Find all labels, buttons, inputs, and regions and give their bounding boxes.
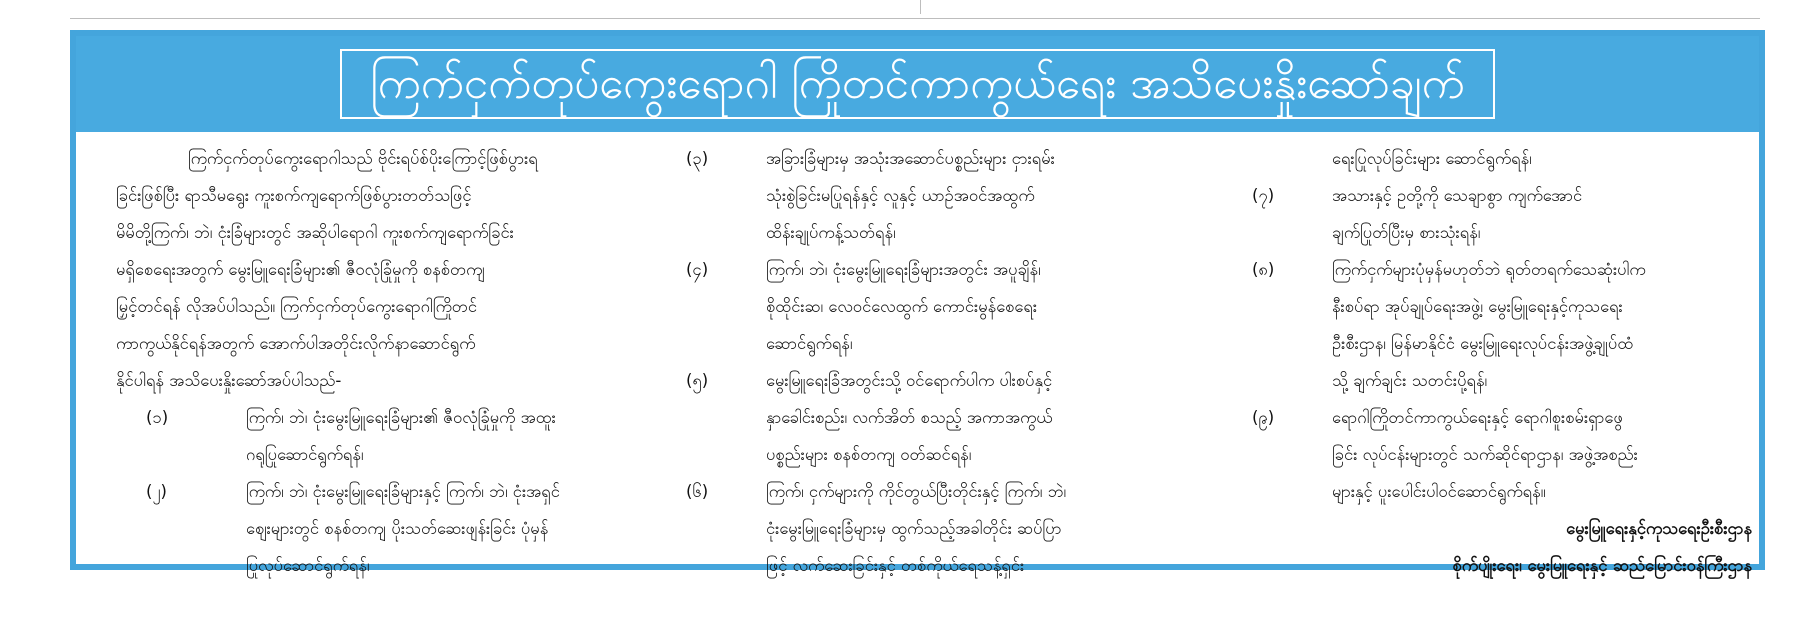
title-banner [76,36,1759,132]
item-line: ဦးစီးဌာန၊ မြန်မာနိုင်ငံ မွေးမြူရေးလုပ်ငန်းအဖွဲ့ချုပ်ထံ [1332,334,1634,353]
item-line: ဂရုပြုဆောင်ရွက်ရန်၊ [246,445,364,464]
item-line: ကြက်၊ ဘဲ၊ ငုံးမွေးမြူရေးခြံများအတွင်း အပူချိန်၊ [766,260,1041,279]
column-3 [1252,140,1752,584]
item-line: နှာခေါင်းစည်း၊ လက်အိတ် စသည့် အကာအကွယ် [766,408,1053,427]
column-divider [920,0,921,14]
intro-line: မြှင့်တင်ရန် လိုအပ်ပါသည်။ ကြက်ငှက်တုပ်ကွေးရောဂါကြိုတင် [116,297,478,316]
item-line: ပြုလုပ်ဆောင်ရွက်ရန်၊ [246,556,370,575]
item-line: ငုံးမွေးမြူရေးခြံများမှ ထွက်သည့်အခါတိုင်း ဆပ်ပြာ [766,519,1062,538]
item-line: ထိန်းချုပ်ကန့်သတ်ရန်၊ [766,223,896,242]
list-item [686,473,1226,584]
notice-frame [70,30,1765,575]
item-line: နီးစပ်ရာ အုပ်ချုပ်ရေးအဖွဲ့၊ မွေးမြူရေးနှင့်ကုသရေး [1332,297,1623,316]
column-1 [116,140,656,584]
item-line: ရောဂါကြိုတင်ကာကွယ်ရေးနှင့် ရောဂါစူးစမ်းရှာဖွေ [1332,408,1623,427]
item-number: (၁) [146,408,169,427]
list-item [1252,251,1752,399]
notice-body [76,140,1759,575]
item-line: သုံးစွဲခြင်းမပြုရန်နှင့် လူနှင့် ယာဉ်အဝင်အထွက် [766,186,1035,205]
list-item [116,399,656,473]
item-line: များနှင့် ပူးပေါင်းပါဝင်ဆောင်ရွက်ရန်။ [1332,482,1546,501]
item-line: ကြက်ငှက်များပုံမှန်မဟုတ်ဘဲ ရုတ်တရက်သေဆုံးပါက [1332,260,1646,279]
item-number: (၈) [1252,260,1275,279]
list-item [116,473,656,584]
intro-line: မရှိစေရေးအတွက် မွေးမြူရေးခြံများ၏ ဇီဝလုံခြုံမှုကို စနစ်တကျ [116,260,485,279]
item-line: ကြက်၊ ဘဲ၊ ငုံးမွေးမြူရေးခြံများ၏ ဇီဝလုံခြုံမှုကို အထူး [246,408,556,427]
item-line: ကြက်၊ ဘဲ၊ ငုံးမွေးမြူရေးခြံများနှင့် ကြက်၊ ဘဲ၊ ငုံးအရှင် [246,482,560,501]
intro-line: ကာကွယ်နိုင်ရန်အတွက် အောက်ပါအတိုင်းလိုက်နာဆောင်ရွက် [116,334,476,353]
item-line: ခြင်း လုပ်ငန်းများတွင် သက်ဆိုင်ရာဌာန၊ အဖွဲ့အစည်း [1332,445,1638,464]
top-rule [70,18,1760,19]
list-item [686,362,1226,473]
item-number: (၆) [686,482,709,501]
item-line: အသားနှင့် ဥတို့ကို သေချာစွာ ကျက်အောင် [1332,186,1583,205]
list-item [686,251,1226,362]
item-number: (၇) [1252,186,1275,205]
intro-line: ကြက်ငှက်တုပ်ကွေးရောဂါသည် ဗိုင်းရပ်စ်ပိုးကြောင့်ဖြစ်ပွားရ [188,149,538,168]
item-number: (၅) [686,371,709,390]
item-number: (၉) [1252,408,1275,427]
signature-ministry: စိုက်ပျိုးရေး၊ မွေးမြူရေးနှင့် ဆည်မြောင်းဝန်ကြီးဌာန [1452,556,1752,575]
list-item [686,140,1226,251]
list-item [1252,177,1752,251]
list-item-continued [1252,140,1752,177]
item-line: ချက်ပြုတ်ပြီးမှ စားသုံးရန်၊ [1332,223,1481,242]
item-number: (၃) [686,149,709,168]
column-2 [686,140,1226,584]
notice-title: ကြက်ငှက်တုပ်ကွေးရောဂါ ကြိုတင်ကာကွယ်ရေး အသိပေးနှိုးဆော်ချက် [340,49,1494,119]
item-line: ဆောင်ရွက်ရန်၊ [766,334,853,353]
item-line: မွေးမြူရေးခြံအတွင်းသို့ ဝင်ရောက်ပါက ပါးစပ်နှင့် [766,371,1053,390]
item-line: စိုထိုင်းဆ၊ လေဝင်လေထွက် ကောင်းမွန်စေရေး [766,297,1038,316]
signature-department: မွေးမြူရေးနှင့်ကုသရေးဦးစီးဌာန [1566,519,1752,538]
list-item [1252,399,1752,510]
item-line: သို့ ချက်ချင်း သတင်းပို့ရန်၊ [1332,371,1488,390]
item-line: အခြားခြံများမှ အသုံးအဆောင်ပစ္စည်းများ ငှားရမ်း [766,149,1055,168]
intro-line: မိမိတို့ကြက်၊ ဘဲ၊ ငုံးခြံများတွင် အဆိုပါရောဂါ ကူးစက်ကျရောက်ခြင်း [116,223,514,242]
item-number: (၄) [686,260,709,279]
intro-line: ခြင်းဖြစ်ပြီး ရာသီမရွေး ကူးစက်ကျရောက်ဖြစ်ပွားတတ်သဖြင့် [116,186,472,205]
item-number: (၂) [146,482,167,501]
item-line: ဈေးများတွင် စနစ်တကျ ပိုးသတ်ဆေးဖျန်းခြင်း ပုံမှန် [246,519,549,538]
intro-line: နိုင်ပါရန် အသိပေးနှိုးဆော်အပ်ပါသည်- [116,371,342,390]
item-line: ပစ္စည်းများ စနစ်တကျ ဝတ်ဆင်ရန်၊ [766,445,972,464]
item-line: ကြက်၊ ငှက်များကို ကိုင်တွယ်ပြီးတိုင်းနှင့် ကြက်၊ ဘဲ၊ [766,482,1067,501]
item-line: ဖြင့် လက်ဆေးခြင်းနှင့် တစ်ကိုယ်ရေသန့်ရှင်း [766,556,1025,575]
item-line: ရေးပြုလုပ်ခြင်းများ ဆောင်ရွက်ရန်၊ [1332,149,1532,168]
